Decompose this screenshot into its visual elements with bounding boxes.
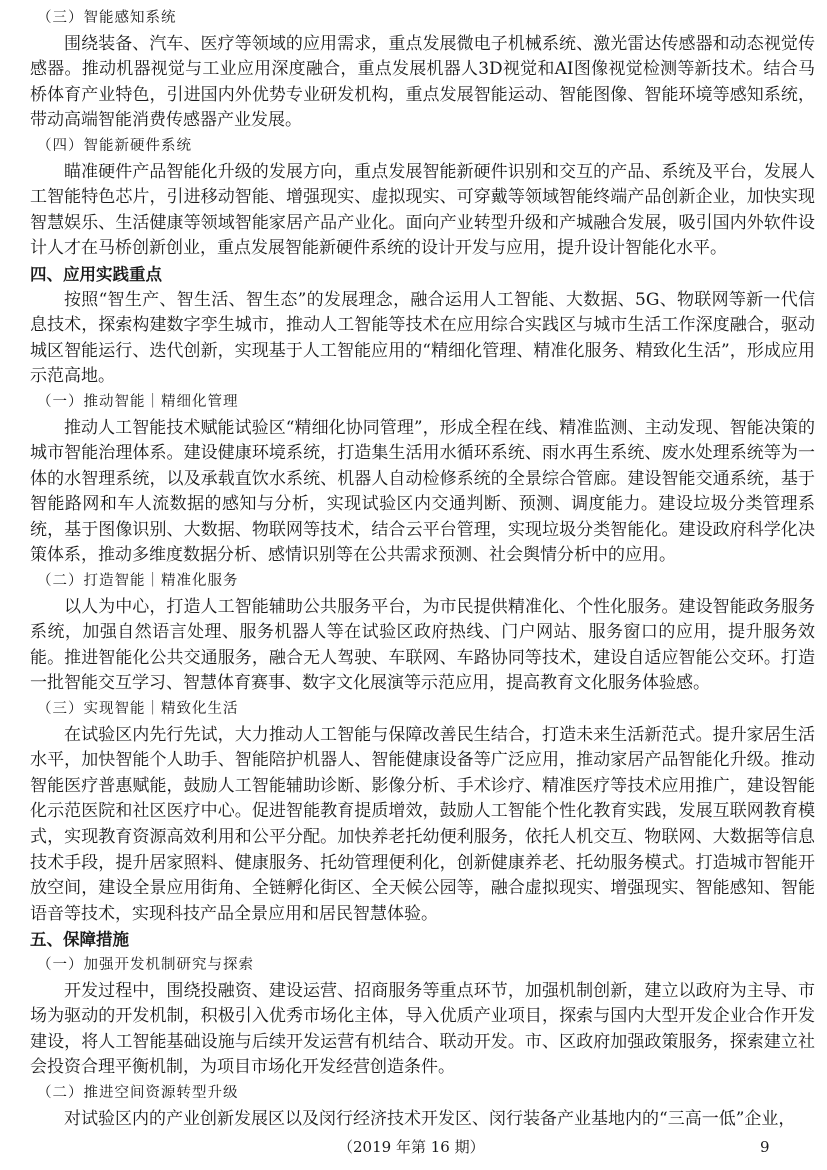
paragraph: 在试验区内先行先试，大力推动人工智能与保障改善民生结合，打造未来生活新范式。提升家居生活水平，加快智能个人助手、智能陪护机器人、智能健康设备等广泛应用，推动家居产品智能化升级。推动智能医疗普惠赋能，鼓励人工智能辅助诊断、影像分析、手术诊疗、精准医疗等技术应用推广，建设智能化示范医院和社区医疗中心。促进智能教育提质增效，鼓励人工智能个性化教育实践，发展互联网教育模式，实现教育资源高效利用和公平分配。加快养老托幼便利服务，依托人机交互、物联网、大数据等信息技术手段，提升居家照料、健康服务、托幼管理便利化，创新健康养老、托幼服务模式。打造城市智能开放空间，建设全景应用街角、全链孵化街区、全天候公园等，融合虚拟现实、增强现实、智能感知、智能语音等技术，实现科技产品全景应用和居民智慧体验。 — [30, 724, 815, 924]
paragraph: 按照“智生产、智生活、智生态”的发展理念，融合运用人工智能、大数据、5G、物联网等新一代信息技术，探索构建数字孪生城市，推动人工智能等技术在应用综合实践区与城市生活工作深度融合，驱动城区智能运行、迭代创新，实现基于人工智能应用的“精细化管理、精准化服务、精致化生活”，形成应用示范高地。 — [30, 289, 815, 387]
subsection-heading: （一）推动智能｜精细化管理 — [37, 393, 239, 410]
subsection-heading: （二）推进空间资源转型升级 — [37, 1084, 239, 1101]
section-heading: 五、保障措施 — [30, 930, 129, 950]
article-body — [30, 6, 815, 1134]
subsection-heading: （二）打造智能｜精准化服务 — [37, 573, 239, 590]
paragraph: 瞄准硬件产品智能化升级的发展方向，重点发展智能新硬件识别和交互的产品、系统及平台，发展人工智能特色芯片，引进移动智能、增强现实、虚拟现实、可穿戴等领域智能终端产品创新企业，加快实现智慧娱乐、生活健康等领域智能家居产品产业化。面向产业转型升级和产城融合发展，吸引国内外软件设计人才在马桥创新创业，重点发展智能新硬件系统的设计开发与应用，提升设计智能化水平。 — [30, 161, 815, 259]
paragraph: 推动人工智能技术赋能试验区“精细化协同管理”，形成全程在线、精准监测、主动发现、智能决策的城市智能治理体系。建设健康环境系统，打造集生活用水循环系统、雨水再生系统、废水处理系统等为一体的水智理系统，以及承载直饮水系统、机器人自动检修系统的全景综合管廊。建设智能交通系统，基于智能路网和车人流数据的感知与分析，实现试验区内交通判断、预测、调度能力。建设垃圾分类管理系统，基于图像识别、大数据、物联网等技术，结合云平台管理，实现垃圾分类智能化。建设政府科学化决策体系，推动多维度数据分析、感情识别等在公共需求预测、社会舆情分析中的应用。 — [30, 417, 815, 566]
issue-label: （2019 年第 16 期） — [338, 1138, 485, 1156]
subsection-heading: （三）智能感知系统 — [37, 10, 177, 26]
paragraph: 开发过程中，围绕投融资、建设运营、招商服务等重点环节，加强机制创新，建立以政府为主导、市场为驱动的开发机制，积极引入优秀市场化主体，导入优质产业项目，探索与国内大型开发企业合作开发建设，将人工智能基础设施与后续开发运营有机结合、联动开发。市、区政府加强政策服务，探索建立社会投资合理平衡机制，为项目市场化开发经营创造条件。 — [30, 980, 815, 1078]
subsection-heading: （三）实现智能｜精致化生活 — [37, 701, 239, 718]
page-footer — [0, 1134, 827, 1160]
paragraph: 对试验区内的产业创新发展区以及闵行经济技术开发区、闵行装备产业基地内的“三高一低”企业， — [64, 1108, 796, 1129]
paragraph: 以人为中心，打造人工智能辅助公共服务平台，为市民提供精准化、个性化服务。建设智能政务服务系统，加强自然语言处理、服务机器人等在试验区政府热线、门户网站、服务窗口的应用，提升服务效能。推进智能化公共交通服务，融合无人驾驶、车联网、车路协同等技术，建设自适应智能公交环。打造一批智能交互学习、智慧体育赛事、数字文化展演等示范应用，提高教育文化服务体验感。 — [30, 596, 815, 694]
page-number: 9 — [760, 1138, 770, 1156]
subsection-heading: （四）智能新硬件系统 — [37, 137, 192, 154]
section-heading: 四、应用实践重点 — [30, 264, 162, 284]
subsection-heading: （一）加强开发机制研究与探索 — [37, 956, 254, 973]
paragraph: 围绕装备、汽车、医疗等领域的应用需求，重点发展微电子机械系统、激光雷达传感器和动态视觉传感器。推动机器视觉与工业应用深度融合，重点发展机器人3D视觉和AI图像视觉检测等新技术。结合马桥体育产业特色，引进国内外优势专业研发机构，重点发展智能运动、智能图像、智能环境等感知系统，带动高端智能消费传感器产业发展。 — [30, 33, 815, 131]
